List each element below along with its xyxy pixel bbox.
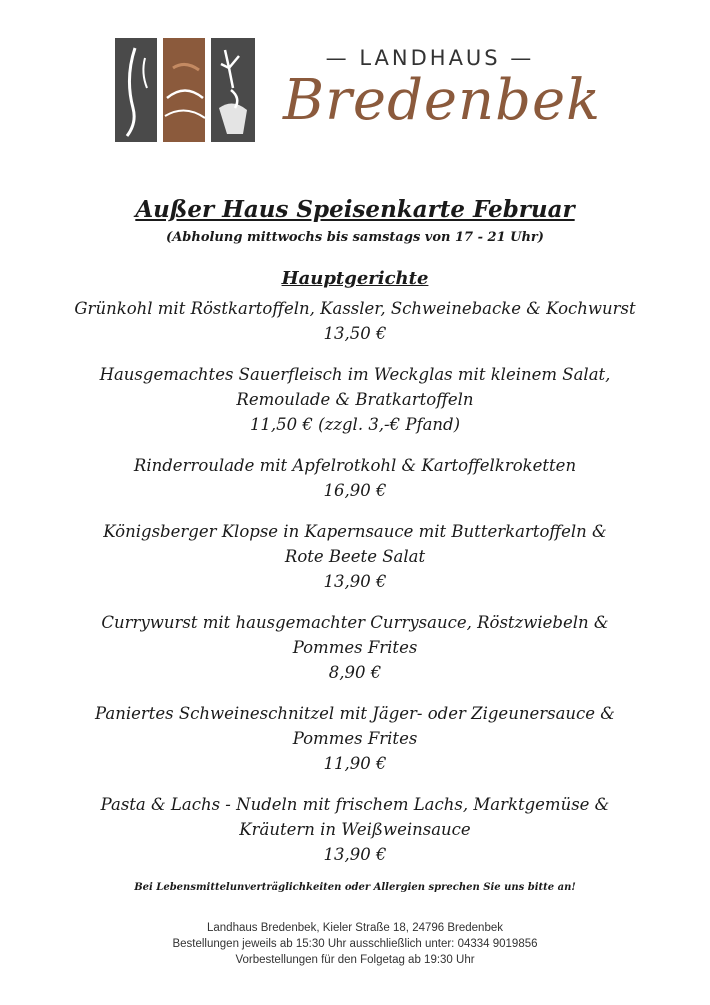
footer-address: Landhaus Bredenbek, Kieler Straße 18, 24796 Bredenbek [206, 922, 503, 934]
section-heading: Hauptgerichte [281, 268, 429, 289]
footer-preorders: Vorbestellungen für den Folgetag ab 19:30 Uhr [235, 954, 475, 966]
dish-price: 13,90 € [323, 572, 387, 591]
list-item [20, 296, 690, 346]
dish-price: 16,90 € [323, 481, 387, 500]
dish-name: Paniertes Schweineschnitzel mit Jäger- oder Zigeunersauce & [95, 704, 615, 723]
dish-price: 8,90 € [328, 663, 382, 682]
dish-name-continued: Remoulade & Bratkartoffeln [236, 390, 474, 409]
list-item [20, 453, 690, 503]
footer-orders: Bestellungen jeweils ab 15:30 Uhr ausschließlich unter: 04334 9019856 [172, 938, 538, 950]
allergy-note: Bei Lebensmittelunverträglichkeiten oder Allergien sprechen Sie uns bitte an! [134, 882, 576, 893]
menu-title: Außer Haus Speisenkarte Februar [135, 196, 575, 223]
footer [0, 920, 710, 968]
dish-name: Pasta & Lachs - Nudeln mit frischem Lachs, Marktgemüse & [100, 795, 610, 814]
logo-name: Bredenbek [283, 68, 602, 133]
dish-name-continued: Kräutern in Weißweinsauce [239, 820, 471, 839]
dish-name: Grünkohl mit Röstkartoffeln, Kassler, Schweinebacke & Kochwurst [74, 299, 636, 318]
deer-logo-icon [115, 38, 255, 142]
dish-list [20, 296, 690, 883]
dish-price: 11,50 € (zzgl. 3,-€ Pfand) [249, 415, 461, 434]
logo [115, 38, 602, 148]
dish-name-continued: Pommes Frites [292, 638, 418, 657]
dish-name-continued: Pommes Frites [292, 729, 418, 748]
dish-price: 13,50 € [323, 324, 387, 343]
list-item [20, 701, 690, 776]
list-item [20, 519, 690, 594]
dish-name: Königsberger Klopse in Kapernsauce mit Butterkartoffeln & [103, 522, 607, 541]
dish-name-continued: Rote Beete Salat [284, 547, 426, 566]
list-item [20, 610, 690, 685]
menu-subtitle: (Abholung mittwochs bis samstags von 17 - 21 Uhr) [166, 230, 544, 245]
logo-subtitle: — LANDHAUS — [325, 46, 535, 70]
list-item [20, 792, 690, 867]
dish-name: Currywurst mit hausgemachter Currysauce, Röstzwiebeln & [101, 613, 609, 632]
list-item [20, 362, 690, 437]
dish-name: Hausgemachtes Sauerfleisch im Weckglas mit kleinem Salat, [99, 365, 611, 384]
dish-price: 11,90 € [323, 754, 387, 773]
dish-price: 13,90 € [323, 845, 387, 864]
dish-name: Rinderroulade mit Apfelrotkohl & Kartoffelkroketten [133, 456, 577, 475]
